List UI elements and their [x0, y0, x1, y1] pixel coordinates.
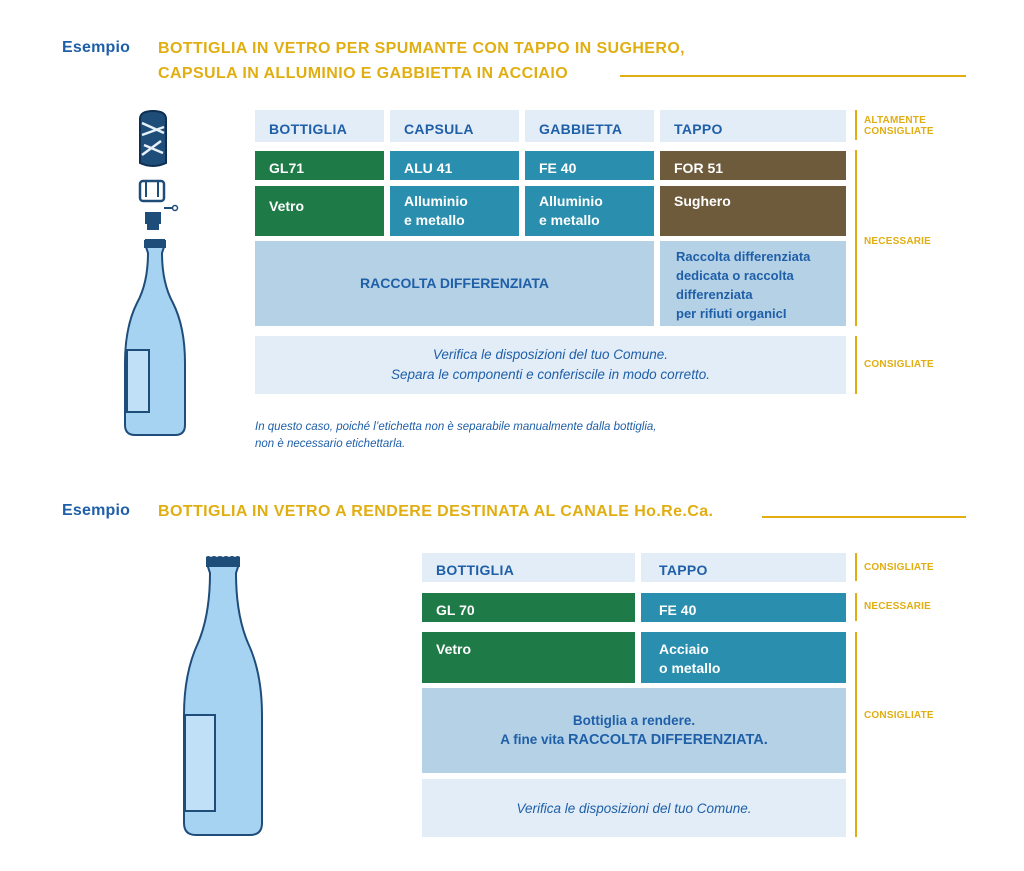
table2-return-line2-prefix: A fine vita	[500, 732, 568, 747]
section1-title-rule	[620, 75, 966, 77]
table1-material-bottiglia: Vetro	[255, 186, 384, 236]
table2-code-tappo: FE 40	[641, 593, 846, 622]
bracket2-label-consigliate-top: CONSIGLIATE	[864, 562, 934, 573]
table1-code-bottiglia: GL71	[255, 151, 384, 180]
section1-note: In questo caso, poiché l’etichetta non è separabile manualmente dalla bottiglia, non è necessario etichettarla.	[255, 421, 657, 450]
table2-advice: Verifica le disposizioni del tuo Comune.	[422, 779, 846, 837]
bracket-label-necessarie: NECESSARIE	[864, 236, 932, 247]
table1-material-capsula: Alluminio e metallo	[390, 186, 519, 236]
table2-header-bottiglia: BOTTIGLIA	[422, 553, 635, 582]
table1-material-gabbietta: Alluminio e metallo	[525, 186, 654, 236]
table1-header-gabbietta: GABBIETTA	[525, 110, 654, 142]
bracket-necessarie	[855, 150, 857, 326]
table1-code-tappo: FOR 51	[660, 151, 846, 180]
section1-title-line2: CAPSULA IN ALLUMINIO E GABBIETTA IN ACCIAIO	[158, 65, 569, 82]
table1-header-tappo: TAPPO	[660, 110, 846, 142]
bracket2-necessarie	[855, 593, 857, 621]
cork-icon	[140, 111, 166, 166]
bracket2-consigliate-bottom	[855, 632, 857, 837]
table2-material-bottiglia: Vetro	[422, 632, 635, 683]
bracket2-label-necessarie: NECESSARIE	[864, 601, 932, 612]
table1-disposal-main: RACCOLTA DIFFERENZIATA	[255, 241, 654, 326]
table1-material-tappo: Sughero	[660, 186, 846, 236]
bracket-altamente	[855, 110, 857, 140]
table1-header-bottiglia: BOTTIGLIA	[255, 110, 384, 142]
table2-code-bottiglia: GL 70	[422, 593, 635, 622]
section2-title-rule	[762, 516, 966, 518]
bracket-label-consigliate: CONSIGLIATE	[864, 359, 934, 370]
section1-title-line1: BOTTIGLIA IN VETRO PER SPUMANTE CON TAPPO IN SUGHERO,	[158, 40, 686, 57]
section1-esempio-label: Esempio	[62, 39, 131, 56]
bracket2-consigliate-top	[855, 553, 857, 581]
table1-code-gabbietta: FE 40	[525, 151, 654, 180]
wire-cage-icon	[140, 181, 178, 211]
capsule-icon	[145, 212, 161, 230]
bracket2-label-consigliate-bottom: CONSIGLIATE	[864, 710, 934, 721]
returnable-bottle-icon	[178, 555, 268, 840]
table2-return-line2-bold: RACCOLTA DIFFERENZIATA.	[568, 732, 768, 748]
table1-code-capsula: ALU 41	[390, 151, 519, 180]
table2-material-tappo: Acciaio o metallo	[641, 632, 846, 683]
sparkling-bottle-icon	[115, 105, 195, 440]
section2-esempio-label: Esempio	[62, 502, 131, 519]
bracket-label-altamente: ALTAMENTE CONSIGLIATE	[864, 115, 934, 137]
table2-header-tappo: TAPPO	[641, 553, 846, 582]
table1-header-capsula: CAPSULA	[390, 110, 519, 142]
table1-disposal-tappo: Raccolta differenziata dedicata o raccolta differenziata per rifiuti organicI	[660, 241, 846, 326]
bracket-consigliate	[855, 336, 857, 394]
section2-title: BOTTIGLIA IN VETRO A RENDERE DESTINATA AL CANALE Ho.Re.Ca.	[158, 503, 714, 520]
table1-advice: Verifica le disposizioni del tuo Comune. Separa le componenti e conferiscile in modo corretto.	[255, 336, 846, 394]
table2-return-line1: Bottiglia a rendere.	[572, 713, 696, 728]
table2-return-info	[422, 688, 846, 773]
